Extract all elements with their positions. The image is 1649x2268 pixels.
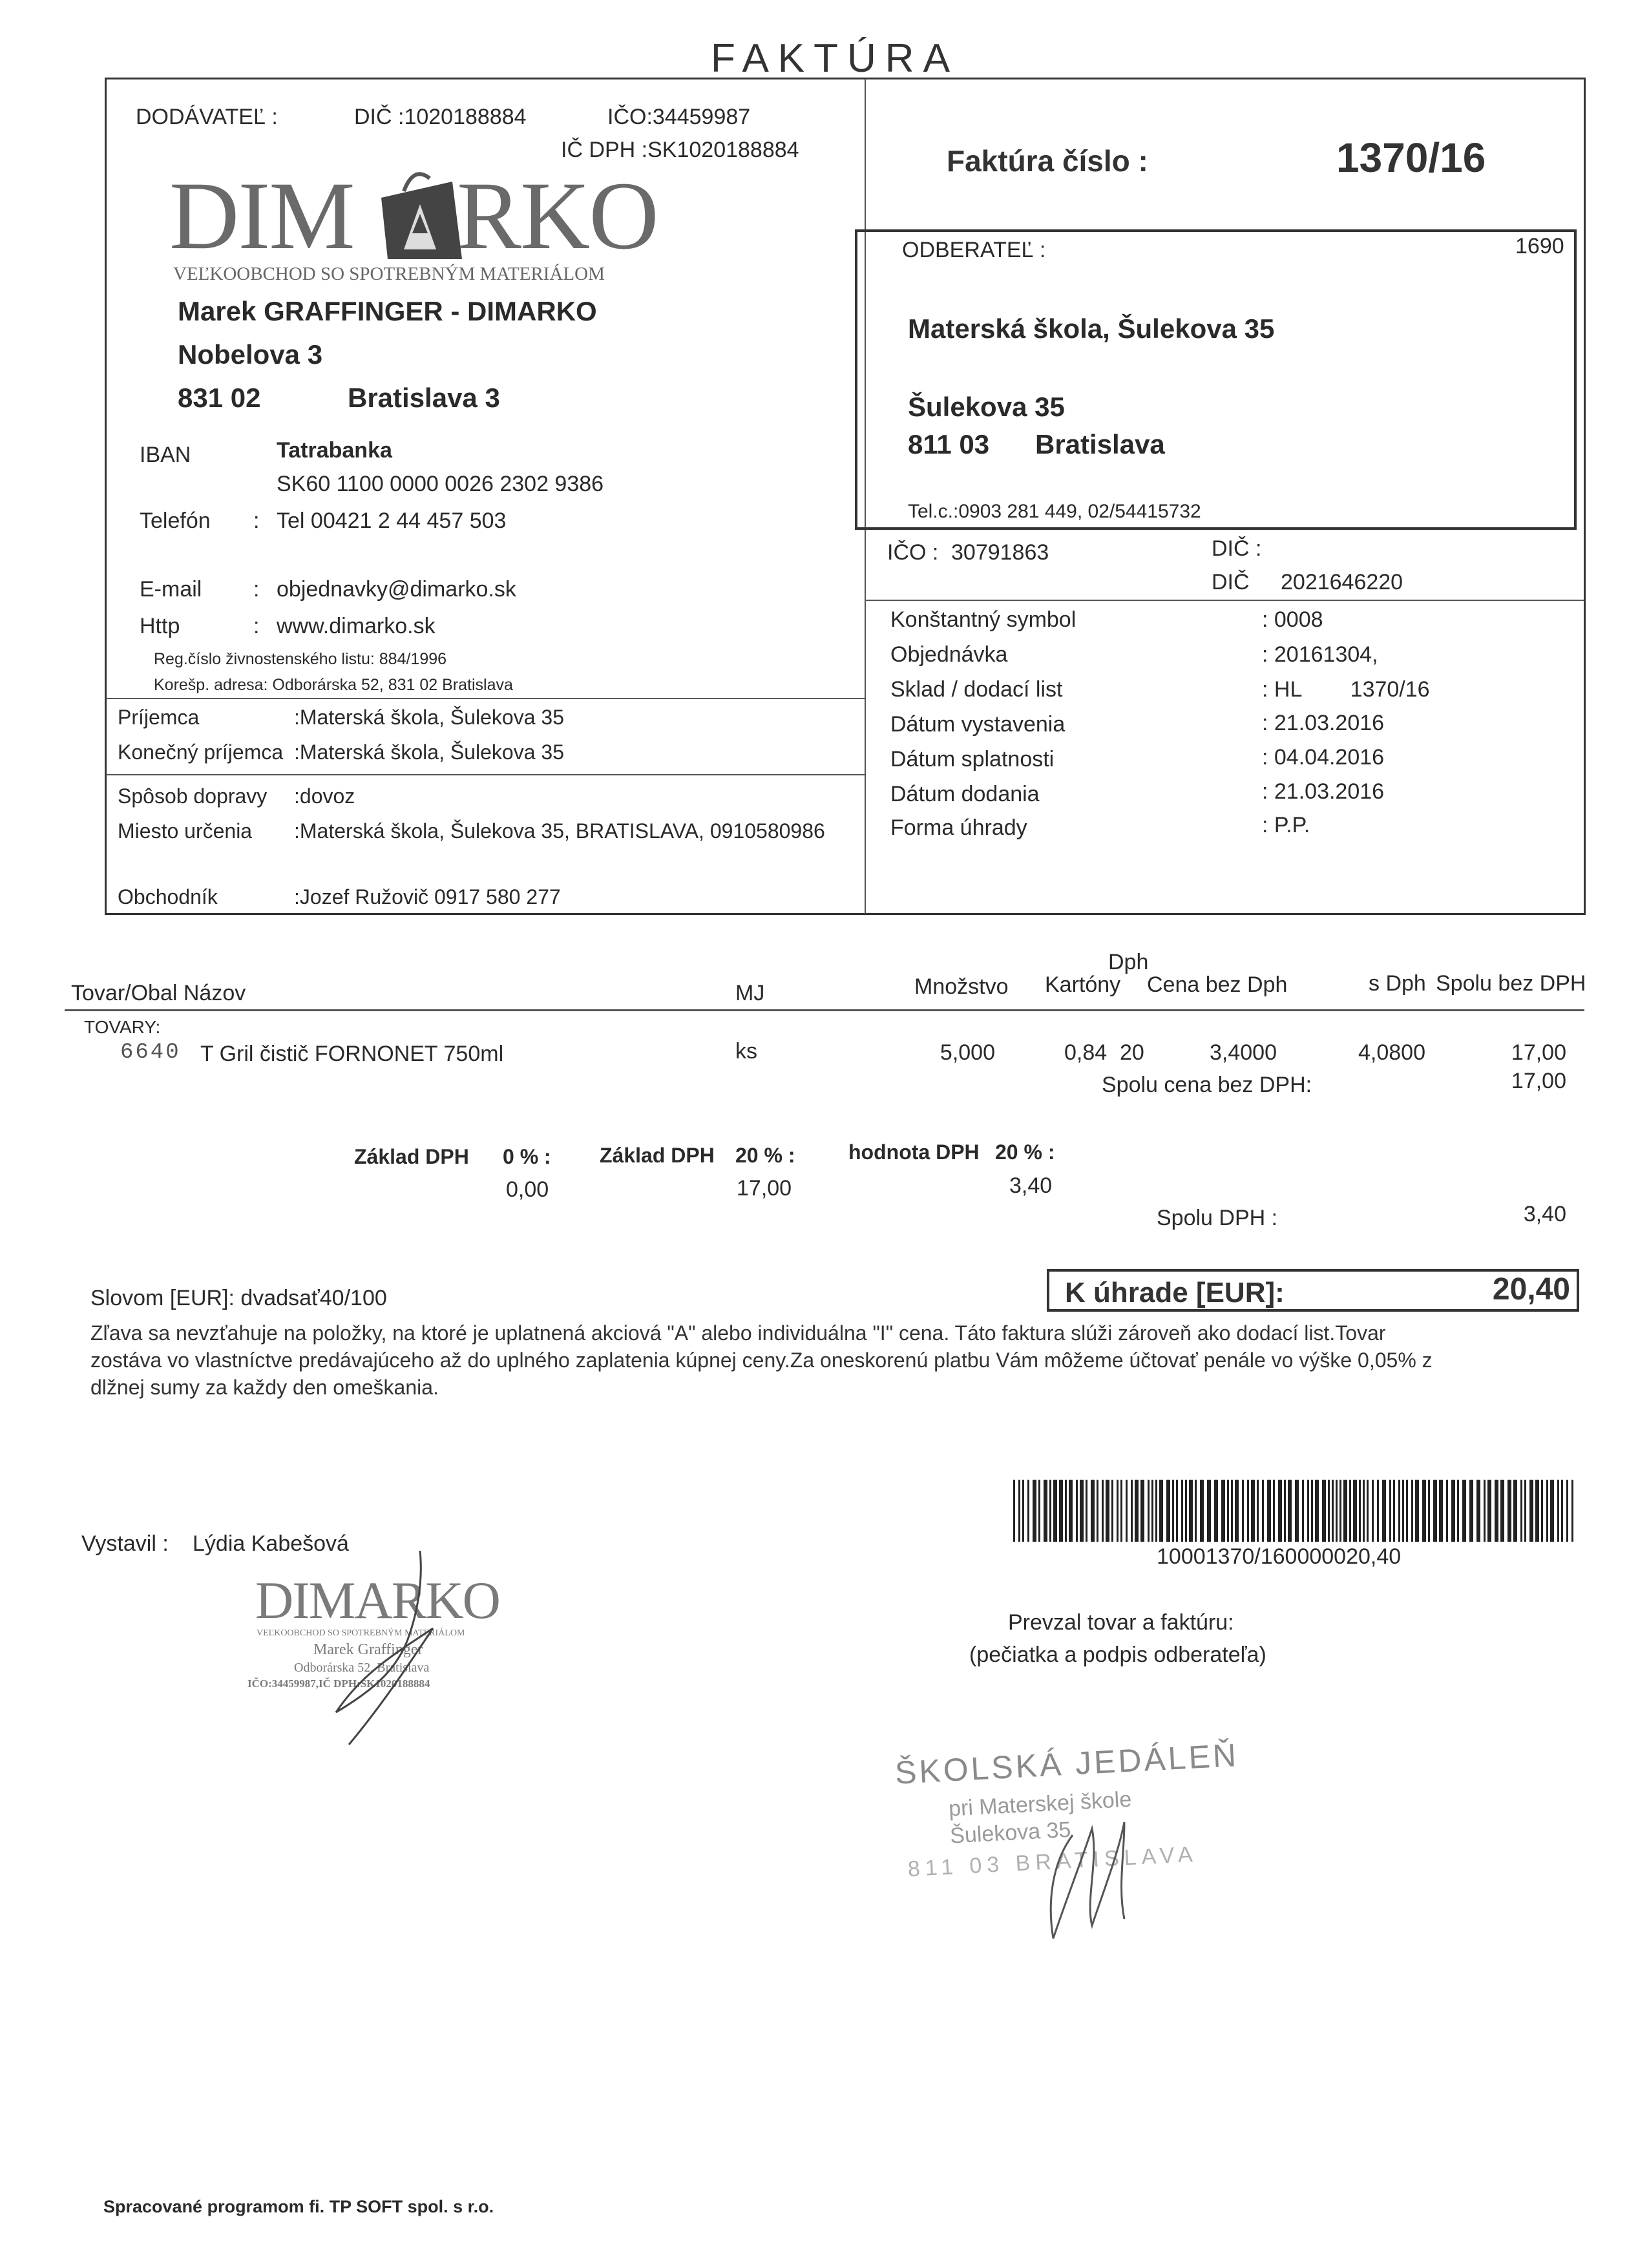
barcode-bar bbox=[1195, 1480, 1197, 1542]
barcode-bar bbox=[1044, 1480, 1047, 1542]
stamp-tagline: VEĽKOOBCHOD SO SPOTREBNÝM MATERIÁLOM bbox=[257, 1628, 465, 1638]
vat-base20-pct: 20 % : bbox=[735, 1144, 795, 1167]
phone-value: Tel 00421 2 44 457 503 bbox=[277, 509, 507, 533]
barcode-bar bbox=[1053, 1480, 1057, 1542]
detail-label: Konštantný symbol bbox=[890, 607, 1077, 632]
recipient-value: :Materská škola, Šulekova 35 bbox=[294, 706, 564, 729]
barcode-bar bbox=[1076, 1480, 1078, 1542]
terms-note bbox=[90, 1319, 1433, 1401]
barcode-bar bbox=[1295, 1480, 1299, 1542]
detail-value: : P.P. bbox=[1262, 813, 1310, 837]
barcode-bar bbox=[1080, 1480, 1084, 1542]
barcode-bar bbox=[1262, 1480, 1264, 1542]
barcode-bar bbox=[1135, 1480, 1139, 1542]
barcode-bar bbox=[1235, 1480, 1239, 1542]
email-label: E-mail bbox=[140, 577, 202, 602]
divider-recipient bbox=[106, 698, 865, 699]
barcode-bar bbox=[1343, 1480, 1347, 1542]
stamp-address: Odborárska 52, Bratislava bbox=[294, 1661, 430, 1675]
barcode-bar bbox=[1406, 1480, 1408, 1542]
item-vat: 20 bbox=[1120, 1040, 1144, 1065]
final-recipient-value: :Materská škola, Šulekova 35 bbox=[294, 740, 564, 764]
barcode-bar bbox=[1439, 1480, 1443, 1542]
barcode-text: 10001370/160000020,40 bbox=[1157, 1544, 1402, 1569]
detail-value: : 21.03.2016 bbox=[1262, 711, 1385, 735]
document-title: FAKTÚRA bbox=[711, 36, 959, 81]
invoice-number: 1370/16 bbox=[1336, 134, 1486, 181]
barcode-bar bbox=[1018, 1480, 1020, 1542]
supplier-icdph: IČ DPH :SK1020188884 bbox=[561, 138, 799, 162]
barcode-bar bbox=[1151, 1480, 1153, 1542]
detail-label: Dátum splatnosti bbox=[890, 747, 1055, 772]
to-pay-value: 20,40 bbox=[1492, 1272, 1570, 1307]
barcode-bar bbox=[1065, 1480, 1067, 1542]
to-pay-label: K úhrade [EUR]: bbox=[1065, 1277, 1285, 1308]
barcode-bar bbox=[1022, 1480, 1024, 1542]
supplier-street: Nobelova 3 bbox=[178, 339, 323, 370]
barcode-bar bbox=[1102, 1480, 1104, 1542]
barcode-bar bbox=[1546, 1480, 1548, 1542]
stamp-school-name: pri Materskej škole bbox=[948, 1787, 1133, 1822]
barcode-bar bbox=[1535, 1480, 1539, 1542]
barcode-bar bbox=[1402, 1480, 1404, 1542]
barcode-bar bbox=[1176, 1480, 1178, 1542]
issued-label: Vystavil : bbox=[81, 1531, 169, 1556]
barcode-bar bbox=[1513, 1480, 1517, 1542]
barcode-bar bbox=[1359, 1480, 1361, 1542]
items-section-label: TOVARY: bbox=[84, 1017, 161, 1037]
barcode-bar bbox=[1571, 1480, 1573, 1542]
destination-value: :Materská škola, Šulekova 35, BRATISLAVA, 0910580986 bbox=[294, 819, 825, 843]
vat-base0-pct: 0 % : bbox=[503, 1145, 551, 1168]
barcode-bar bbox=[1566, 1480, 1568, 1542]
col-header-total: Spolu bez DPH bbox=[1436, 971, 1586, 996]
dealer-label: Obchodník bbox=[118, 885, 218, 908]
barcode-bar bbox=[1382, 1480, 1386, 1542]
detail-value: : 04.04.2016 bbox=[1262, 745, 1385, 770]
vat-base0-label: Základ DPH bbox=[354, 1145, 469, 1168]
vat-base20-label: Základ DPH bbox=[600, 1144, 715, 1167]
vat-total-label: Spolu DPH : bbox=[1157, 1206, 1278, 1230]
customer-label: ODBERATEĽ : bbox=[902, 238, 1046, 262]
iban-label: IBAN bbox=[140, 443, 191, 467]
barcode-bar bbox=[1251, 1480, 1255, 1542]
barcode-bar bbox=[1247, 1480, 1249, 1542]
received-line-1: Prevzal tovar a faktúru: bbox=[1008, 1610, 1234, 1635]
col-header-price: Cena bez Dph bbox=[1147, 972, 1288, 997]
barcode-bar bbox=[1185, 1480, 1187, 1542]
transport-label: Spôsob dopravy bbox=[118, 784, 268, 808]
item-mj: ks bbox=[735, 1039, 757, 1064]
stamp-logo: DIMARKO bbox=[255, 1571, 499, 1630]
logo-text-right: RKO bbox=[457, 162, 658, 269]
barcode-bar bbox=[1120, 1480, 1122, 1542]
barcode-bar bbox=[1422, 1480, 1426, 1542]
detail-label: Dátum vystavenia bbox=[890, 712, 1066, 737]
barcode-bar bbox=[1541, 1480, 1543, 1542]
item-price-vat: 4,0800 bbox=[1358, 1040, 1425, 1065]
detail-label: Forma úhrady bbox=[890, 815, 1027, 840]
barcode-bar bbox=[1155, 1480, 1157, 1542]
barcode-bar bbox=[1328, 1480, 1330, 1542]
signature-supplier bbox=[310, 1544, 478, 1751]
barcode-bar bbox=[1363, 1480, 1365, 1542]
vat-value20-pct: 20 % : bbox=[995, 1140, 1055, 1164]
barcode-bar bbox=[1227, 1480, 1229, 1542]
barcode-bar bbox=[1476, 1480, 1480, 1542]
stamp-school-street: Šulekova 35 bbox=[949, 1817, 1072, 1849]
footer-software: Spracované programom fi. TP SOFT spol. s r.o. bbox=[103, 2197, 494, 2216]
detail-label: Dátum dodania bbox=[890, 782, 1040, 806]
barcode-bar bbox=[1451, 1480, 1455, 1542]
barcode-bar bbox=[1398, 1480, 1400, 1542]
barcode-bar bbox=[1013, 1480, 1015, 1542]
barcode-bar bbox=[1207, 1480, 1211, 1542]
stamp-school-city: 811 03 BRATISLAVA bbox=[907, 1842, 1199, 1882]
barcode-bar bbox=[1027, 1480, 1029, 1542]
barcode-bar bbox=[1332, 1480, 1334, 1542]
detail-value: : 21.03.2016 bbox=[1262, 779, 1385, 804]
barcode-bar bbox=[1189, 1480, 1193, 1542]
email-colon: : bbox=[253, 577, 260, 602]
correspondence-address: Korešp. adresa: Odborárska 52, 831 02 Bratislava bbox=[154, 676, 513, 694]
customer-dic2: 2021646220 bbox=[1281, 570, 1403, 594]
detail-value: : HL 1370/16 bbox=[1262, 677, 1430, 702]
col-header-mj: MJ bbox=[735, 981, 765, 1005]
barcode-bar bbox=[1457, 1480, 1459, 1542]
barcode-bar bbox=[1166, 1480, 1170, 1542]
signature-customer bbox=[1027, 1758, 1144, 1951]
stamp-school-canteen: ŠKOLSKÁ JEDÁLEŇ bbox=[894, 1736, 1240, 1791]
terms-line: Zľava sa nevzťahuje na položky, na ktoré je uplatnená akciová "A" alebo individuálna "I" cena. Táto faktura slúži zároveň ako dodací list.Tovar bbox=[90, 1321, 1386, 1345]
phone-label: Telefón bbox=[140, 509, 211, 533]
barcode-bar bbox=[1529, 1480, 1533, 1542]
barcode-bar bbox=[1469, 1480, 1473, 1542]
barcode-bar bbox=[1372, 1480, 1374, 1542]
final-recipient-label: Konečný príjemca bbox=[118, 740, 284, 764]
supplier-label: DODÁVATEĽ : bbox=[136, 105, 278, 129]
divider-details bbox=[866, 600, 1584, 601]
registration-number: Reg.číslo živnostenského listu: 884/1996 bbox=[154, 650, 447, 668]
destination-label: Miesto určenia bbox=[118, 819, 253, 843]
divider-transport bbox=[106, 774, 865, 775]
barcode-bar bbox=[1106, 1480, 1109, 1542]
stamp-owner: Marek Graffinger bbox=[313, 1641, 423, 1658]
col-header-qty: Množstvo bbox=[914, 974, 1009, 999]
col-header-cartons: Kartóny bbox=[1045, 972, 1121, 997]
http-label: Http bbox=[140, 614, 180, 638]
dealer-value: :Jozef Ružovič 0917 580 277 bbox=[294, 885, 561, 908]
vat-value20-label: hodnota DPH bbox=[848, 1140, 980, 1164]
customer-zip: 811 03 bbox=[908, 429, 990, 459]
issued-by: Lýdia Kabešová bbox=[193, 1531, 349, 1556]
customer-dic2-label: DIČ bbox=[1212, 570, 1250, 594]
barcode-bar bbox=[1353, 1480, 1357, 1542]
terms-line: dlžnej sumy za každy den omeškania. bbox=[90, 1376, 439, 1399]
received-line-2: (pečiatka a podpis odberateľa) bbox=[969, 1643, 1266, 1667]
barcode-bar bbox=[1267, 1480, 1271, 1542]
vat-total: 3,40 bbox=[1523, 1202, 1566, 1226]
barcode-bar bbox=[1377, 1480, 1379, 1542]
barcode-bar bbox=[1411, 1480, 1413, 1542]
barcode-bar bbox=[1111, 1480, 1113, 1542]
barcode-bar bbox=[1284, 1480, 1286, 1542]
customer-dic-label: DIČ : bbox=[1212, 536, 1262, 561]
barcode-bar bbox=[1520, 1480, 1522, 1542]
customer-name: Materská škola, Šulekova 35 bbox=[908, 313, 1275, 344]
barcode-bar bbox=[1315, 1480, 1319, 1542]
supplier-zip: 831 02 bbox=[178, 383, 261, 413]
http-value: www.dimarko.sk bbox=[277, 614, 436, 638]
barcode-bar bbox=[1242, 1480, 1244, 1542]
subtotal-label: Spolu cena bez DPH: bbox=[1102, 1073, 1312, 1097]
barcode-bar bbox=[1367, 1480, 1369, 1542]
customer-box bbox=[855, 229, 1577, 530]
phone-colon: : bbox=[253, 509, 260, 533]
barcode-bar bbox=[1389, 1480, 1391, 1542]
barcode-bar bbox=[1393, 1480, 1395, 1542]
barcode-bar bbox=[1257, 1480, 1259, 1542]
email-value: objednavky@dimarko.sk bbox=[277, 577, 516, 602]
barcode-bar bbox=[1415, 1480, 1419, 1542]
barcode-bar bbox=[1500, 1480, 1504, 1542]
barcode-bar bbox=[1038, 1480, 1040, 1542]
detail-label: Objednávka bbox=[890, 642, 1008, 667]
supplier-name: Marek GRAFFINGER - DIMARKO bbox=[178, 296, 597, 326]
customer-phone: Tel.c.:0903 281 449, 02/54415732 bbox=[908, 501, 1201, 522]
item-qty: 5,000 bbox=[940, 1040, 995, 1065]
barcode-bar bbox=[1097, 1480, 1098, 1542]
subtotal-value: 17,00 bbox=[1511, 1069, 1566, 1093]
barcode-bar bbox=[1484, 1480, 1486, 1542]
detail-label: Sklad / dodací list bbox=[890, 677, 1063, 702]
vat-base20-value: 17,00 bbox=[737, 1176, 792, 1201]
barcode-bar bbox=[1322, 1480, 1326, 1542]
detail-value: : 20161304, bbox=[1262, 642, 1378, 667]
supplier-logo bbox=[169, 160, 658, 270]
barcode-bar bbox=[1495, 1480, 1498, 1542]
logo-text-left: DIM bbox=[169, 162, 354, 269]
barcode-bar bbox=[1307, 1480, 1309, 1542]
barcode-bar bbox=[1091, 1480, 1095, 1542]
barcode-bar bbox=[1172, 1480, 1174, 1542]
item-cartons: 0,84 bbox=[1064, 1040, 1108, 1065]
barcode-bar bbox=[1288, 1480, 1292, 1542]
barcode-bar bbox=[1214, 1480, 1218, 1542]
barcode-bar bbox=[1550, 1480, 1554, 1542]
amount-in-words: Slovom [EUR]: dvadsať40/100 bbox=[90, 1286, 387, 1310]
col-header-dph: Dph bbox=[1108, 950, 1149, 974]
barcode-bar bbox=[1049, 1480, 1051, 1542]
barcode-bar bbox=[1446, 1480, 1448, 1542]
shopping-bag-icon bbox=[375, 165, 465, 262]
barcode-bar bbox=[1561, 1480, 1563, 1542]
detail-value: : 0008 bbox=[1262, 607, 1323, 632]
customer-ico: 30791863 bbox=[951, 540, 1049, 565]
barcode-bar bbox=[1557, 1480, 1559, 1542]
supplier-dic: DIČ :1020188884 bbox=[354, 105, 527, 129]
barcode bbox=[1013, 1480, 1575, 1544]
barcode-bar bbox=[1181, 1480, 1183, 1542]
barcode-bar bbox=[1033, 1480, 1036, 1542]
col-header-name: Tovar/Obal Názov bbox=[71, 981, 246, 1005]
barcode-bar bbox=[1200, 1480, 1204, 1542]
barcode-bar bbox=[1339, 1480, 1341, 1542]
barcode-bar bbox=[1159, 1480, 1163, 1542]
barcode-bar bbox=[1462, 1480, 1466, 1542]
logo-tagline: VEĽKOOBCHOD SO SPOTREBNÝM MATERIÁLOM bbox=[173, 264, 605, 284]
items-header-line bbox=[65, 1009, 1584, 1011]
barcode-bar bbox=[1302, 1480, 1304, 1542]
stamp-ids: IČO:34459987,IČ DPH:SK1020188884 bbox=[247, 1677, 430, 1690]
http-colon: : bbox=[253, 614, 260, 638]
barcode-bar bbox=[1349, 1480, 1351, 1542]
col-header-price-dph: s Dph bbox=[1369, 971, 1426, 996]
barcode-bar bbox=[1487, 1480, 1491, 1542]
customer-city: Bratislava bbox=[1035, 429, 1165, 459]
barcode-bar bbox=[1131, 1480, 1133, 1542]
item-price: 3,4000 bbox=[1210, 1040, 1277, 1065]
barcode-bar bbox=[1524, 1480, 1526, 1542]
barcode-bar bbox=[1336, 1480, 1338, 1542]
barcode-bar bbox=[1117, 1480, 1119, 1542]
supplier-ico: IČO:34459987 bbox=[607, 105, 751, 129]
barcode-bar bbox=[1311, 1480, 1313, 1542]
barcode-bar bbox=[1428, 1480, 1430, 1542]
barcode-bar bbox=[1069, 1480, 1073, 1542]
barcode-bar bbox=[1126, 1480, 1128, 1542]
bank-name: Tatrabanka bbox=[277, 438, 392, 463]
barcode-bar bbox=[1507, 1480, 1511, 1542]
barcode-bar bbox=[1059, 1480, 1063, 1542]
supplier-city: Bratislava 3 bbox=[348, 383, 500, 413]
item-code: 6640 bbox=[120, 1040, 181, 1065]
barcode-bar bbox=[1086, 1480, 1087, 1542]
recipient-label: Príjemca bbox=[118, 706, 200, 729]
vat-base0-value: 0,00 bbox=[506, 1177, 549, 1202]
customer-ico-label: IČO : bbox=[887, 540, 939, 565]
barcode-bar bbox=[1231, 1480, 1233, 1542]
barcode-bar bbox=[1433, 1480, 1437, 1542]
barcode-bar bbox=[1148, 1480, 1150, 1542]
iban-value: SK60 1100 0000 0026 2302 9386 bbox=[277, 472, 604, 496]
invoice-number-label: Faktúra číslo : bbox=[947, 144, 1148, 178]
barcode-bar bbox=[1221, 1480, 1225, 1542]
item-total: 17,00 bbox=[1511, 1040, 1566, 1065]
barcode-bar bbox=[1140, 1480, 1144, 1542]
customer-code: 1690 bbox=[1515, 234, 1564, 258]
barcode-bar bbox=[1273, 1480, 1275, 1542]
customer-street: Šulekova 35 bbox=[908, 392, 1065, 422]
vat-value20: 3,40 bbox=[1009, 1173, 1053, 1198]
terms-line: zostáva vo vlastníctve predávajúceho až do uplného zaplatenia kúpnej ceny.Za oneskorenú platbu Vám môžeme účtovať penále vo výške 0,05% z bbox=[90, 1349, 1433, 1372]
transport-value: :dovoz bbox=[294, 784, 355, 808]
barcode-bar bbox=[1278, 1480, 1282, 1542]
item-name: T Gril čistič FORNONET 750ml bbox=[200, 1042, 504, 1066]
